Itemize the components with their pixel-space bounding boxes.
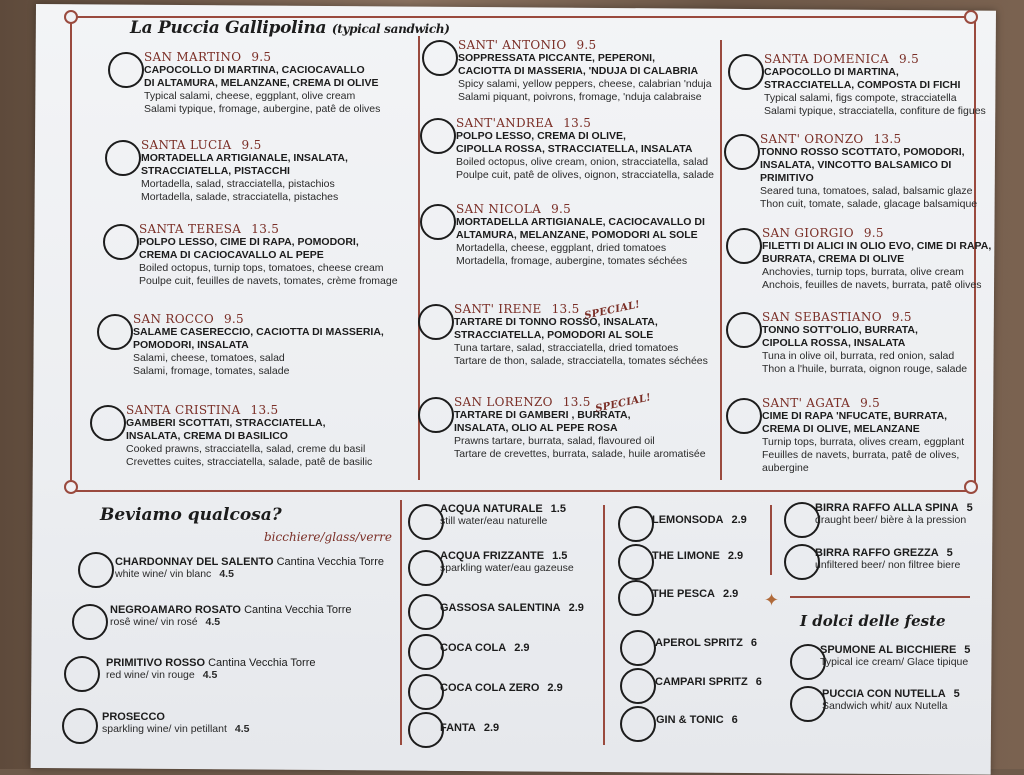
special-tag: SPECIAL!	[583, 299, 641, 322]
drink-description	[440, 515, 566, 527]
sandwich-name-text: SAN SEBASTIANO	[762, 310, 882, 324]
sandwich-name-text: SANTA TERESA	[139, 222, 242, 236]
drink-name-text: ACQUA NATURALE	[440, 503, 543, 515]
sandwich-name	[456, 116, 714, 130]
sandwich-price: 13.5	[562, 395, 591, 409]
sandwich-name-text: SANTA DOMENICA	[764, 52, 890, 66]
drink-price: 2.9	[514, 642, 530, 654]
drink-producer: Cantina Vecchia Torre	[208, 657, 316, 669]
drink-name-text: ACQUA FRIZZANTE	[440, 550, 545, 562]
sandwich-desc-english: Mortadella, cheese, eggplant, dried tomatoes	[456, 242, 667, 254]
sandwich-ingredients: INSALATA, CREMA DI BASILICO	[126, 430, 288, 442]
checkbox-circle[interactable]	[64, 656, 100, 692]
sandwich-name-text: SANT' ORONZO	[760, 132, 864, 146]
sandwich-desc-french: Feuilles de navets, burrata, patê de olives,	[762, 449, 960, 461]
sandwich-name-text: SANT' AGATA	[762, 396, 851, 410]
checkbox-circle[interactable]	[62, 708, 98, 744]
sandwich-ingredients: CACIOTTA DI MASSERIA, 'NDUJA DI CALABRIA	[458, 65, 699, 77]
sandwich-name-text: SAN NICOLA	[456, 202, 542, 216]
sandwich-name	[458, 38, 712, 52]
drink-description	[440, 562, 574, 574]
sandwich-desc-english: Spicy salami, yellow peppers, cheese, calabrian 'nduja	[458, 78, 712, 90]
drink-name	[652, 514, 747, 526]
checkbox-circle[interactable]	[408, 550, 444, 586]
sandwich-item	[762, 226, 991, 292]
sandwich-ingredients: CAPOCOLLO DI MARTINA, CACIOCAVALLO	[144, 64, 365, 76]
drink-description-text: still water/eau naturelle	[440, 515, 548, 527]
checkbox-circle[interactable]	[97, 314, 133, 350]
checkbox-circle[interactable]	[90, 405, 126, 441]
drink-price: 2.9	[722, 588, 739, 600]
sandwich-name	[456, 202, 705, 216]
sandwich-name-text: SANT' IRENE	[454, 302, 542, 316]
sandwich-desc-french: Salami, fromage, tomates, salade	[133, 365, 290, 377]
sandwich-item	[760, 132, 977, 211]
drink-description-text: sparkling wine/ vin petillant	[102, 723, 227, 735]
sandwich-ingredients: TONNO SOTT'OLIO, BURRATA,	[762, 324, 918, 336]
drink-name	[440, 722, 499, 734]
sandwich-name-text: SAN GIORGIO	[762, 226, 854, 240]
checkbox-circle[interactable]	[422, 40, 458, 76]
sandwich-name-text: SANT' ANTONIO	[458, 38, 567, 52]
sandwich-item	[762, 310, 967, 376]
checkbox-circle[interactable]	[420, 118, 456, 154]
sandwich-desc-english: Boiled octopus, turnip tops, tomatoes, cheese cream	[139, 262, 384, 274]
sandwich-desc-english: Tuna tartare, salad, stracciatella, dried tomatoes	[454, 342, 679, 354]
sandwich-desc-english: Cooked prawns, stracciatella, salad, creme du basil	[126, 443, 366, 455]
sandwich-desc-french: Mortadella, fromage, aubergine, tomates séchées	[456, 255, 688, 267]
column-divider	[603, 505, 605, 745]
drink-description	[115, 568, 384, 580]
sandwich-item	[126, 403, 372, 469]
drink-price: 2.9	[483, 722, 500, 734]
sandwich-ingredients: MORTADELLA ARTIGIANALE, CACIOCAVALLO DI	[456, 216, 705, 228]
sandwich-name-text: SAN LORENZO	[454, 395, 553, 409]
sandwich-ingredients: PRIMITIVO	[760, 172, 814, 184]
drink-item	[102, 711, 250, 735]
drink-item	[655, 637, 757, 649]
sandwich-ingredients: CIPOLLA ROSSA, INSALATA	[762, 337, 906, 349]
drink-name-text: THE PESCA	[652, 588, 715, 600]
drink-item	[820, 644, 970, 668]
sandwich-price: 9.5	[576, 38, 597, 52]
drink-name-text: NEGROAMARO ROSATO	[110, 604, 241, 616]
sandwich-ingredients: BURRATA, CREMA DI OLIVE	[762, 253, 905, 265]
drink-item	[440, 682, 563, 694]
sandwich-name	[762, 396, 964, 410]
drink-price: 2.9	[727, 550, 744, 562]
drink-description	[102, 723, 250, 735]
sandwich-ingredients: CIME DI RAPA 'NFUCATE, BURRATA,	[762, 410, 948, 422]
checkbox-circle[interactable]	[618, 544, 654, 580]
drink-description-text: Typical ice cream/ Glace tipique	[820, 656, 969, 668]
checkbox-circle[interactable]	[728, 54, 764, 90]
sandwich-item	[454, 392, 706, 461]
sandwich-ingredients: CREMA DI CACIOCAVALLO AL PEPE	[139, 249, 324, 261]
drink-price: 5	[953, 688, 960, 700]
drink-price: 1.5	[550, 503, 566, 515]
sandwich-price: 9.5	[223, 312, 244, 326]
checkbox-circle[interactable]	[418, 304, 454, 340]
drink-name-text: CAMPARI SPRITZ	[655, 676, 748, 688]
drink-item	[106, 657, 316, 681]
drink-price: 6	[731, 714, 738, 726]
drink-name	[440, 682, 563, 694]
sandwich-desc-english: Boiled octopus, olive cream, onion, stracciatella, salad	[456, 156, 709, 168]
drink-price: 4.5	[234, 723, 250, 735]
drink-name-text: COCA COLA	[440, 642, 507, 654]
drink-name	[652, 588, 738, 600]
sandwich-price: 9.5	[899, 52, 919, 66]
sandwich-ingredients: STRACCIATELLA, POMODORI AL SOLE	[454, 329, 654, 341]
drink-price: 4.5	[205, 616, 221, 628]
checkbox-circle[interactable]	[408, 634, 444, 670]
sandwich-desc-english: Anchovies, turnip tops, burrata, olive cream	[762, 266, 964, 278]
sandwich-ingredients: POLPO LESSO, CIME DI RAPA, POMODORI,	[139, 236, 359, 248]
glass-label: bicchiere/glass/verre	[264, 530, 392, 544]
column-divider	[720, 40, 722, 480]
drink-item	[815, 502, 973, 526]
drink-name-text: PROSECCO	[102, 711, 165, 723]
sandwich-name	[762, 310, 967, 324]
sandwich-price: 9.5	[241, 138, 262, 152]
drink-name-text: COCA COLA ZERO	[440, 682, 540, 694]
drink-description-text: red wine/ vin rouge	[106, 669, 195, 681]
drink-price: 2.9	[547, 682, 563, 694]
checkbox-circle[interactable]	[420, 204, 456, 240]
drink-item	[652, 550, 743, 562]
sandwich-item	[762, 396, 964, 475]
sandwich-name	[126, 403, 372, 417]
sandwich-desc-english: Turnip tops, burrata, olives cream, eggplant	[762, 436, 965, 448]
drink-item	[440, 722, 499, 734]
sandwich-price: 9.5	[891, 310, 912, 324]
sandwich-name-text: SANT'ANDREA	[456, 116, 554, 130]
drink-name-text: SPUMONE AL BICCHIERE	[820, 644, 957, 656]
drink-description-text: unfiltered beer/ non filtree biere	[815, 559, 961, 571]
drink-price: 5	[966, 502, 973, 514]
drink-name	[440, 642, 530, 654]
drink-name	[440, 602, 584, 614]
sandwich-desc-english: Mortadella, salad, stracciatella, pistachios	[141, 178, 335, 190]
sandwich-price: 13.5	[551, 302, 580, 316]
drink-name-text: GIN & TONIC	[656, 714, 724, 726]
sandwich-desc-french: Thon cuit, tomate, salade, glacage balsamique	[760, 198, 978, 210]
drink-name-text: LEMONSODA	[652, 514, 724, 526]
desserts-title: I dolci delle feste	[800, 612, 946, 630]
checkbox-circle[interactable]	[618, 506, 654, 542]
sandwich-price: 9.5	[551, 202, 572, 216]
sandwich-ingredients: DI ALTAMURA, MELANZANE, CREMA DI OLIVE	[144, 77, 379, 89]
sandwich-price: 9.5	[863, 226, 884, 240]
column-divider	[400, 500, 402, 745]
menu-title-text: La Puccia Gallipolina	[130, 18, 327, 38]
sandwich-ingredients: TONNO ROSSO SCOTTATO, POMODORI,	[760, 146, 965, 158]
sandwich-price: 13.5	[251, 222, 280, 236]
drink-price: 2.9	[731, 514, 747, 526]
drink-name-text: THE LIMONE	[652, 550, 720, 562]
sandwich-desc-french: aubergine	[762, 462, 809, 474]
drink-name	[115, 556, 384, 568]
sandwich-desc-french: Tartare de crevettes, burrata, salade, huile aromatisée	[454, 448, 706, 460]
sandwich-price: 13.5	[873, 132, 902, 146]
sandwich-price: 9.5	[860, 396, 881, 410]
sandwich-desc-english: Prawns tartare, burrata, salad, flavoured oil	[454, 435, 655, 447]
checkbox-circle[interactable]	[408, 594, 444, 630]
checkbox-circle[interactable]	[620, 706, 656, 742]
drink-item	[822, 688, 960, 712]
sandwich-ingredients: GAMBERI SCOTTATI, STRACCIATELLA,	[126, 417, 326, 429]
sandwich-ingredients: SALAME CASERECCIO, CACIOTTA DI MASSERIA,	[133, 326, 384, 338]
sandwich-item	[133, 312, 384, 378]
drink-item	[440, 503, 566, 527]
sandwich-ingredients: ALTAMURA, MELANZANE, POMODORI AL SOLE	[456, 229, 698, 241]
drink-item	[815, 547, 960, 571]
sandwich-ingredients: POMODORI, INSALATA	[133, 339, 249, 351]
drinks-title: Beviamo qualcosa?	[100, 505, 282, 525]
drink-name-text: BIRRA RAFFO ALLA SPINA	[815, 502, 959, 514]
sandwich-desc-french: Poulpe cuit, patê de olives, oignon, stracciatella, salade	[456, 169, 714, 181]
checkbox-circle[interactable]	[726, 228, 762, 264]
checkbox-circle[interactable]	[78, 552, 114, 588]
checkbox-circle[interactable]	[72, 604, 108, 640]
sandwich-ingredients: CAPOCOLLO DI MARTINA,	[764, 66, 899, 78]
sandwich-desc-english: Seared tuna, tomatoes, salad, balsamic glaze	[760, 185, 973, 197]
special-tag: SPECIAL!	[594, 392, 652, 415]
drink-description-text: white wine/ vin blanc	[115, 568, 212, 580]
sandwich-name	[144, 50, 380, 64]
drink-name	[106, 657, 316, 669]
sandwich-item	[456, 202, 705, 268]
drink-item	[656, 714, 738, 726]
sandwich-item	[144, 50, 380, 116]
menu-title	[130, 18, 450, 38]
drink-name	[655, 676, 762, 688]
drink-description	[110, 616, 351, 628]
drink-item	[652, 588, 738, 600]
dessert-divider	[790, 596, 970, 598]
drink-name	[656, 714, 738, 726]
sandwich-ingredients: POLPO LESSO, CREMA DI OLIVE,	[456, 130, 626, 142]
column-divider	[770, 505, 772, 575]
drink-description	[822, 700, 960, 712]
menu-subtitle: (typical sandwich)	[331, 22, 450, 36]
sandwich-name	[760, 132, 977, 146]
sandwich-desc-french: Mortadella, salade, stracciatella, pistaches	[141, 191, 339, 203]
sandwich-item	[456, 116, 714, 182]
sandwich-price: 13.5	[250, 403, 279, 417]
frame-corner-ornament	[964, 10, 978, 24]
drink-name-text: GASSOSA SALENTINA	[440, 602, 561, 614]
checkbox-circle[interactable]	[408, 712, 444, 748]
drink-description-text: Sandwich whit/ aux Nutella	[822, 700, 948, 712]
drink-name-text: BIRRA RAFFO GREZZA	[815, 547, 939, 559]
frame-corner-ornament	[64, 480, 78, 494]
drink-description-text: rosê wine/ vin rosé	[110, 616, 198, 628]
drink-description-text: draught beer/ bière à la pression	[815, 514, 967, 526]
drink-item	[655, 676, 762, 688]
sandwich-item	[458, 38, 712, 104]
drink-item	[115, 556, 384, 580]
sandwich-ingredients: SOPPRESSATA PICCANTE, PEPERONI,	[458, 52, 656, 64]
checkbox-circle[interactable]	[108, 52, 144, 88]
sandwich-ingredients: STRACCIATELLA, COMPOSTA DI FICHI	[764, 79, 961, 91]
drink-price: 4.5	[219, 568, 234, 580]
checkbox-circle[interactable]	[418, 397, 454, 433]
sandwich-item	[139, 222, 398, 288]
drink-name	[110, 604, 351, 616]
drink-name-text: PRIMITIVO ROSSO	[106, 657, 206, 669]
drink-price: 6	[755, 676, 762, 688]
drink-price: 2.9	[568, 602, 584, 614]
sandwich-ingredients: CIPOLLA ROSSA, STRACCIATELLA, INSALATA	[456, 143, 693, 155]
sandwich-name	[762, 226, 991, 240]
sandwich-ingredients: TARTARE DI GAMBERI , BURRATA,	[454, 409, 631, 421]
drink-producer: Cantina Vecchia Torre	[244, 604, 352, 616]
drink-name	[440, 550, 574, 562]
checkbox-circle[interactable]	[620, 668, 656, 704]
drink-description	[815, 514, 973, 526]
sandwich-desc-french: Salami piquant, poivrons, fromage, 'nduja calabraise	[458, 91, 702, 103]
drink-price: 5	[964, 644, 971, 656]
drink-name-text: PUCCIA CON NUTELLA	[822, 688, 946, 700]
checkbox-circle[interactable]	[105, 140, 141, 176]
drink-name	[822, 688, 960, 700]
drink-price: 5	[946, 547, 953, 559]
drink-item	[652, 514, 747, 526]
checkbox-circle[interactable]	[726, 398, 762, 434]
sandwich-desc-english: Typical salami, figs compote, stracciatella	[764, 92, 957, 104]
sandwich-desc-french: Tartare de thon, salade, stracciatella, tomates séchées	[454, 355, 708, 367]
sandwich-desc-english: Salami, cheese, tomatoes, salad	[133, 352, 285, 364]
star-ornament-icon: ✦	[764, 590, 780, 610]
sandwich-name-text: SAN MARTINO	[144, 50, 242, 64]
sandwich-name	[133, 312, 384, 326]
sandwich-ingredients: INSALATA, OLIO AL PEPE ROSA	[454, 422, 618, 434]
sandwich-desc-french: Thon a l'huile, burrata, oignon rouge, salade	[762, 363, 968, 375]
checkbox-circle[interactable]	[103, 224, 139, 260]
drink-description	[820, 656, 970, 668]
drink-name	[102, 711, 250, 723]
sandwich-desc-french: Salami typique, fromage, aubergine, patê de olives	[144, 103, 381, 115]
drink-price: 4.5	[202, 669, 218, 681]
sandwich-name-text: SANTA CRISTINA	[126, 403, 241, 417]
checkbox-circle[interactable]	[618, 580, 654, 616]
drink-price: 6	[750, 637, 757, 649]
checkbox-circle[interactable]	[790, 686, 826, 722]
checkbox-circle[interactable]	[726, 312, 762, 348]
drink-description-text: sparkling water/eau gazeuse	[440, 562, 574, 574]
drink-name-text: APEROL SPRITZ	[655, 637, 743, 649]
drink-item	[440, 642, 530, 654]
checkbox-circle[interactable]	[724, 134, 760, 170]
drink-name	[652, 550, 743, 562]
sandwich-item	[764, 52, 986, 118]
sandwich-desc-french: Anchois, feuilles de navets, burrata, patê olives	[762, 279, 982, 291]
sandwich-desc-french: Salami typique, stracciatella, confiture de figues	[764, 105, 986, 117]
sandwich-desc-french: Crevettes cuites, stracciatella, salade, patê de basilic	[126, 456, 373, 468]
drink-item	[440, 550, 574, 574]
drink-price: 1.5	[552, 550, 568, 562]
sandwich-item	[141, 138, 348, 204]
sandwich-price: 13.5	[563, 116, 592, 130]
sandwich-ingredients: FILETTI DI ALICI IN OLIO EVO, CIME DI RAPA,	[762, 240, 992, 252]
sandwich-price: 9.5	[251, 50, 272, 64]
sandwich-ingredients: STRACCIATELLA, PISTACCHI	[141, 165, 290, 177]
drink-item	[440, 602, 584, 614]
sandwich-desc-english: Tuna in olive oil, burrata, red onion, salad	[762, 350, 955, 362]
sandwich-ingredients: TARTARE DI TONNO ROSSO, INSALATA,	[454, 316, 658, 328]
drink-name	[655, 637, 757, 649]
sandwich-name	[141, 138, 348, 152]
sandwich-name	[764, 52, 986, 66]
drink-name-text: FANTA	[440, 722, 476, 734]
sandwich-name-text: SANTA LUCIA	[141, 138, 232, 152]
drink-name	[815, 502, 973, 514]
drink-producer: Cantina Vecchia Torre	[276, 556, 384, 568]
sandwich-desc-english: Typical salami, cheese, eggplant, olive cream	[144, 90, 356, 102]
drink-description	[815, 559, 960, 571]
sandwich-desc-french: Poulpe cuit, feuilles de navets, tomates, crème fromage	[139, 275, 398, 287]
sandwich-name-text: SAN ROCCO	[133, 312, 214, 326]
drink-description	[106, 669, 316, 681]
checkbox-circle[interactable]	[408, 674, 444, 710]
sandwich-ingredients: INSALATA, VINCOTTO BALSAMICO DI	[760, 159, 952, 171]
drink-item	[110, 604, 351, 628]
sandwich-item	[454, 299, 708, 368]
sandwich-name	[139, 222, 398, 236]
sandwich-ingredients: MORTADELLA ARTIGIANALE, INSALATA,	[141, 152, 348, 164]
checkbox-circle[interactable]	[408, 504, 444, 540]
drink-name-text: CHARDONNAY DEL SALENTO	[115, 556, 274, 568]
sandwich-ingredients: CREMA DI OLIVE, MELANZANE	[762, 423, 920, 435]
frame-corner-ornament	[964, 480, 978, 494]
checkbox-circle[interactable]	[620, 630, 656, 666]
drink-name	[440, 503, 566, 515]
frame-corner-ornament	[64, 10, 78, 24]
drink-name	[815, 547, 960, 559]
drink-name	[820, 644, 970, 656]
